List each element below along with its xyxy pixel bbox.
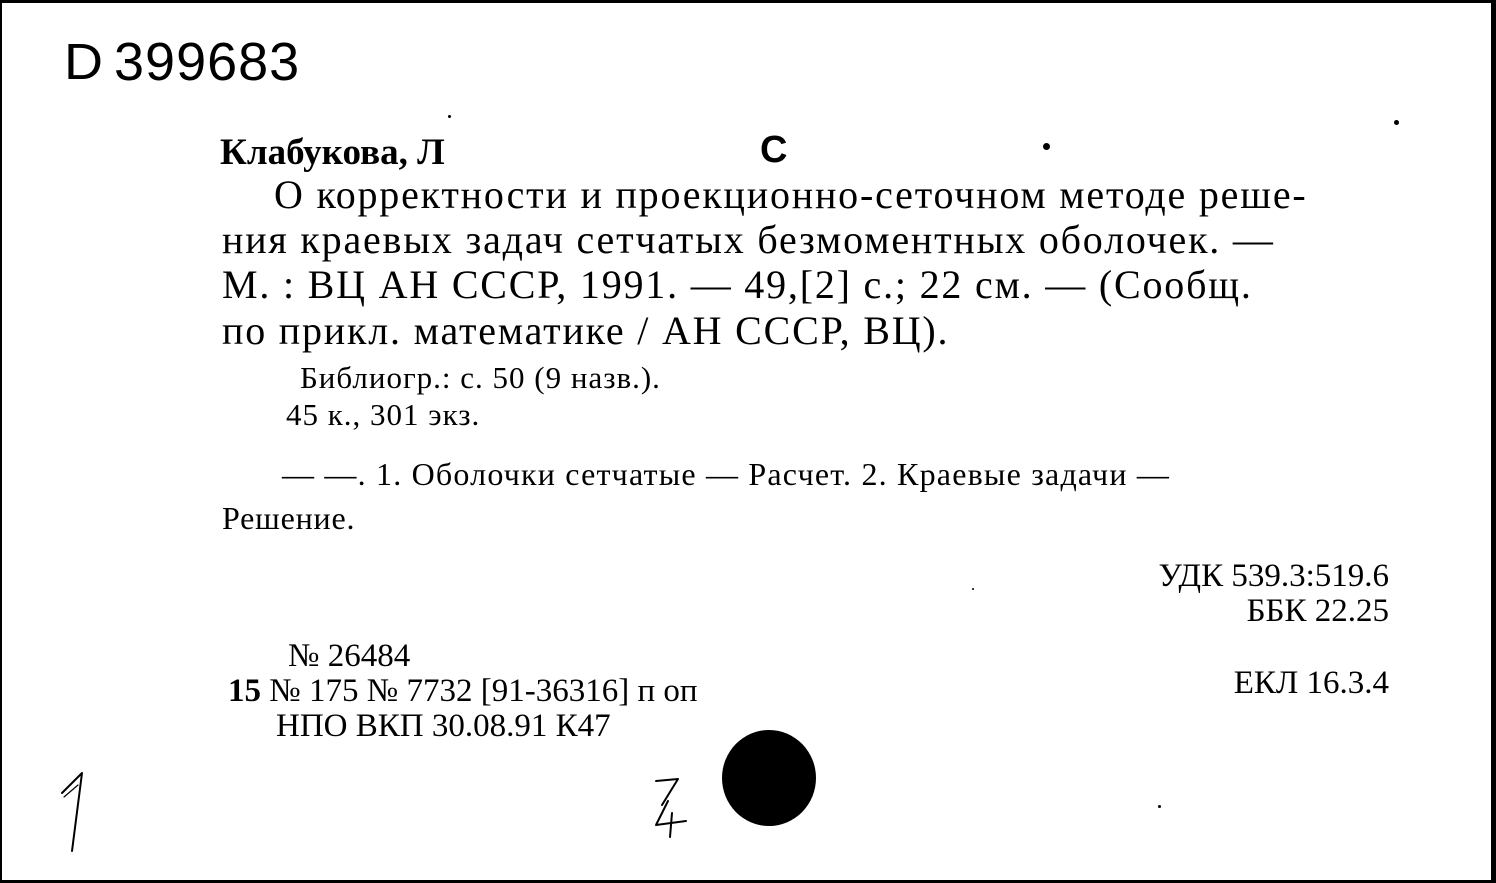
- title-line-1: О корректности и проекционно-сеточном методе реше-: [274, 172, 1308, 217]
- title-line-2: ния краевых задач сетчатых безмоментных оболочек. —: [222, 217, 1275, 262]
- author-surname: Клабукова, Л: [220, 132, 445, 173]
- punch-hole: [722, 730, 816, 826]
- dust-speck: [1158, 805, 1161, 808]
- order-line: [228, 673, 698, 710]
- order-line-text: № 175 № 7732 [91-36316] п оп: [269, 673, 698, 709]
- order-line-lead: 15: [228, 673, 261, 709]
- dust-speck: [448, 115, 451, 118]
- handwritten-mark-2-icon: [642, 771, 702, 847]
- registration-number: № 26484: [288, 638, 411, 674]
- bibliography-note: Библиогр.: с. 50 (9 назв.).: [300, 360, 661, 395]
- ekl-code: ЕКЛ 16.3.4: [1233, 665, 1389, 701]
- handwritten-mark-1-icon: [42, 763, 102, 859]
- author-given-initial: С: [760, 129, 788, 171]
- subjects-line-2: Решение.: [222, 500, 356, 536]
- title-line-3: М. : ВЦ АН СССР, 1991. — 49,[2] с.; 22 см. — (Сообщ.: [222, 262, 1253, 307]
- subjects-line-1: — —. 1. Оболочки сетчатые — Расчет. 2. Краевые задачи —: [282, 456, 1171, 492]
- udk-code: УДК 539.3:519.6: [1158, 558, 1389, 594]
- title-line-4: по прикл. математике / АН СССР, ВЦ).: [222, 308, 950, 353]
- inventory-digits: 399683: [114, 32, 301, 92]
- dust-speck: [1394, 120, 1399, 125]
- inventory-prefix: D: [64, 33, 104, 91]
- dust-speck: [972, 588, 974, 590]
- bbk-code: ББК 22.25: [1246, 593, 1389, 629]
- publisher-line: НПО ВКП 30.08.91 К47: [276, 708, 611, 744]
- inventory-number: [64, 31, 300, 93]
- punctuation-dot: [1043, 143, 1050, 150]
- price-copies: 45 к., 301 экз.: [286, 397, 481, 432]
